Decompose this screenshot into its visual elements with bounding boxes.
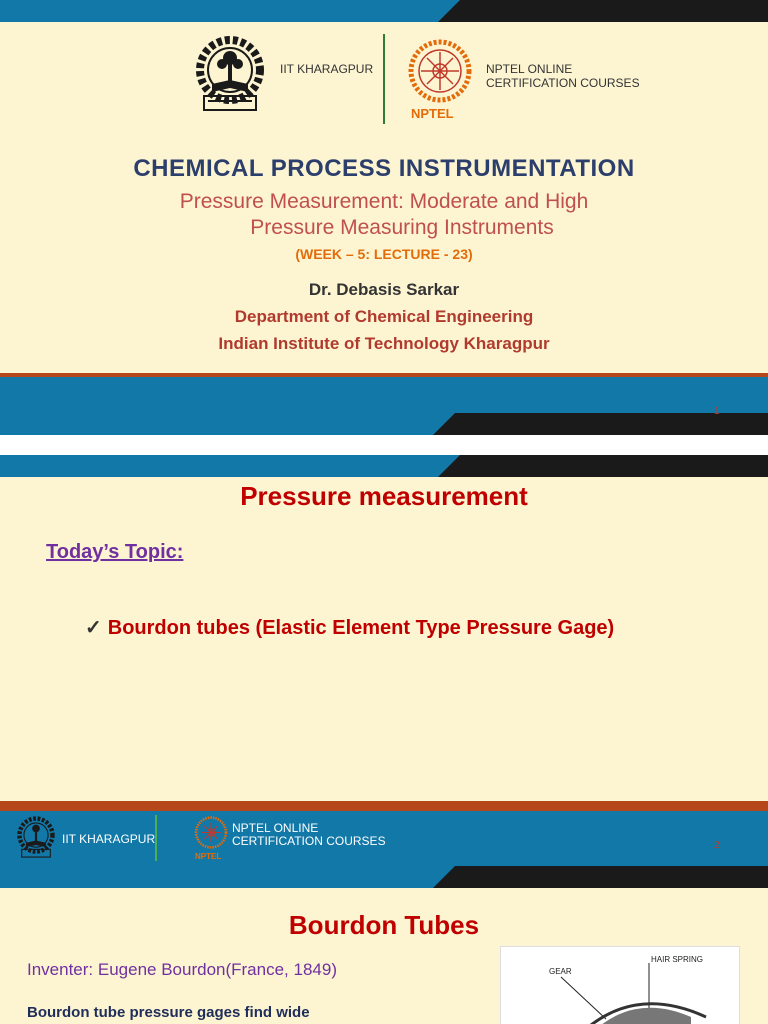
slide-gap — [0, 435, 768, 455]
bottom-band — [0, 373, 768, 435]
iit-emblem-icon — [14, 815, 58, 865]
lecture-subtitle-line1: Pressure Measurement: Moderate and High — [179, 190, 589, 213]
slide-3 — [0, 888, 768, 1024]
bourdon-gauge-diagram — [500, 946, 740, 1024]
topic-label: Today’s Topic: — [46, 541, 184, 563]
gauge-drawing-icon — [501, 947, 739, 1024]
department-name: Department of Chemical Engineering — [234, 307, 534, 326]
footer-divider — [155, 815, 157, 861]
footer-nptel-line1: NPTEL ONLINE — [232, 821, 319, 835]
footer-nptel-line2: CERTIFICATION COURSES — [232, 834, 386, 848]
slide-heading: Bourdon Tubes — [288, 910, 480, 940]
figure-label-gear: GEAR — [549, 967, 572, 976]
nptel-logo-icon — [193, 815, 229, 851]
topic-bullet — [85, 615, 614, 640]
lecture-subtitle-line2: Pressure Measuring Instruments — [250, 216, 554, 239]
figure-label-hairspring: HAIR SPRING — [651, 955, 704, 964]
page-number: 2 — [714, 840, 720, 851]
slide-2 — [0, 455, 768, 805]
nptel-logo-icon — [405, 38, 475, 106]
inventor-text: Inventer: Eugene Bourdon(France, 1849) — [27, 960, 337, 979]
course-title: CHEMICAL PROCESS INSTRUMENTATION — [133, 155, 635, 182]
week-lecture-label: (WEEK – 5: LECTURE - 23) — [295, 246, 473, 262]
slide-1 — [0, 0, 768, 435]
iit-kharagpur-label: IIT KHARAGPUR — [280, 62, 374, 76]
footer-nptel-word: NPTEL — [195, 852, 222, 861]
slide-2-footer — [0, 805, 768, 888]
page-number: 1 — [714, 406, 720, 417]
body-text: Bourdon tube pressure gages find wide — [27, 1004, 310, 1021]
logo-divider — [383, 34, 385, 124]
check-icon: ✓ — [85, 617, 102, 639]
slide-heading: Pressure measurement — [240, 481, 528, 511]
topic-bullet-text: Bourdon tubes (Elastic Element Type Pressure Gage) — [107, 617, 615, 639]
nptel-line1: NPTEL ONLINE — [486, 62, 573, 76]
nptel-line2: CERTIFICATION COURSES — [486, 76, 640, 90]
nptel-word: NPTEL — [411, 106, 454, 121]
top-band — [0, 0, 768, 22]
iit-emblem-icon — [190, 34, 270, 124]
top-band — [0, 455, 768, 477]
institute-name: Indian Institute of Technology Kharagpur — [218, 334, 550, 353]
footer-iit-label: IIT KHARAGPUR — [62, 832, 156, 846]
author-name: Dr. Debasis Sarkar — [308, 280, 460, 299]
